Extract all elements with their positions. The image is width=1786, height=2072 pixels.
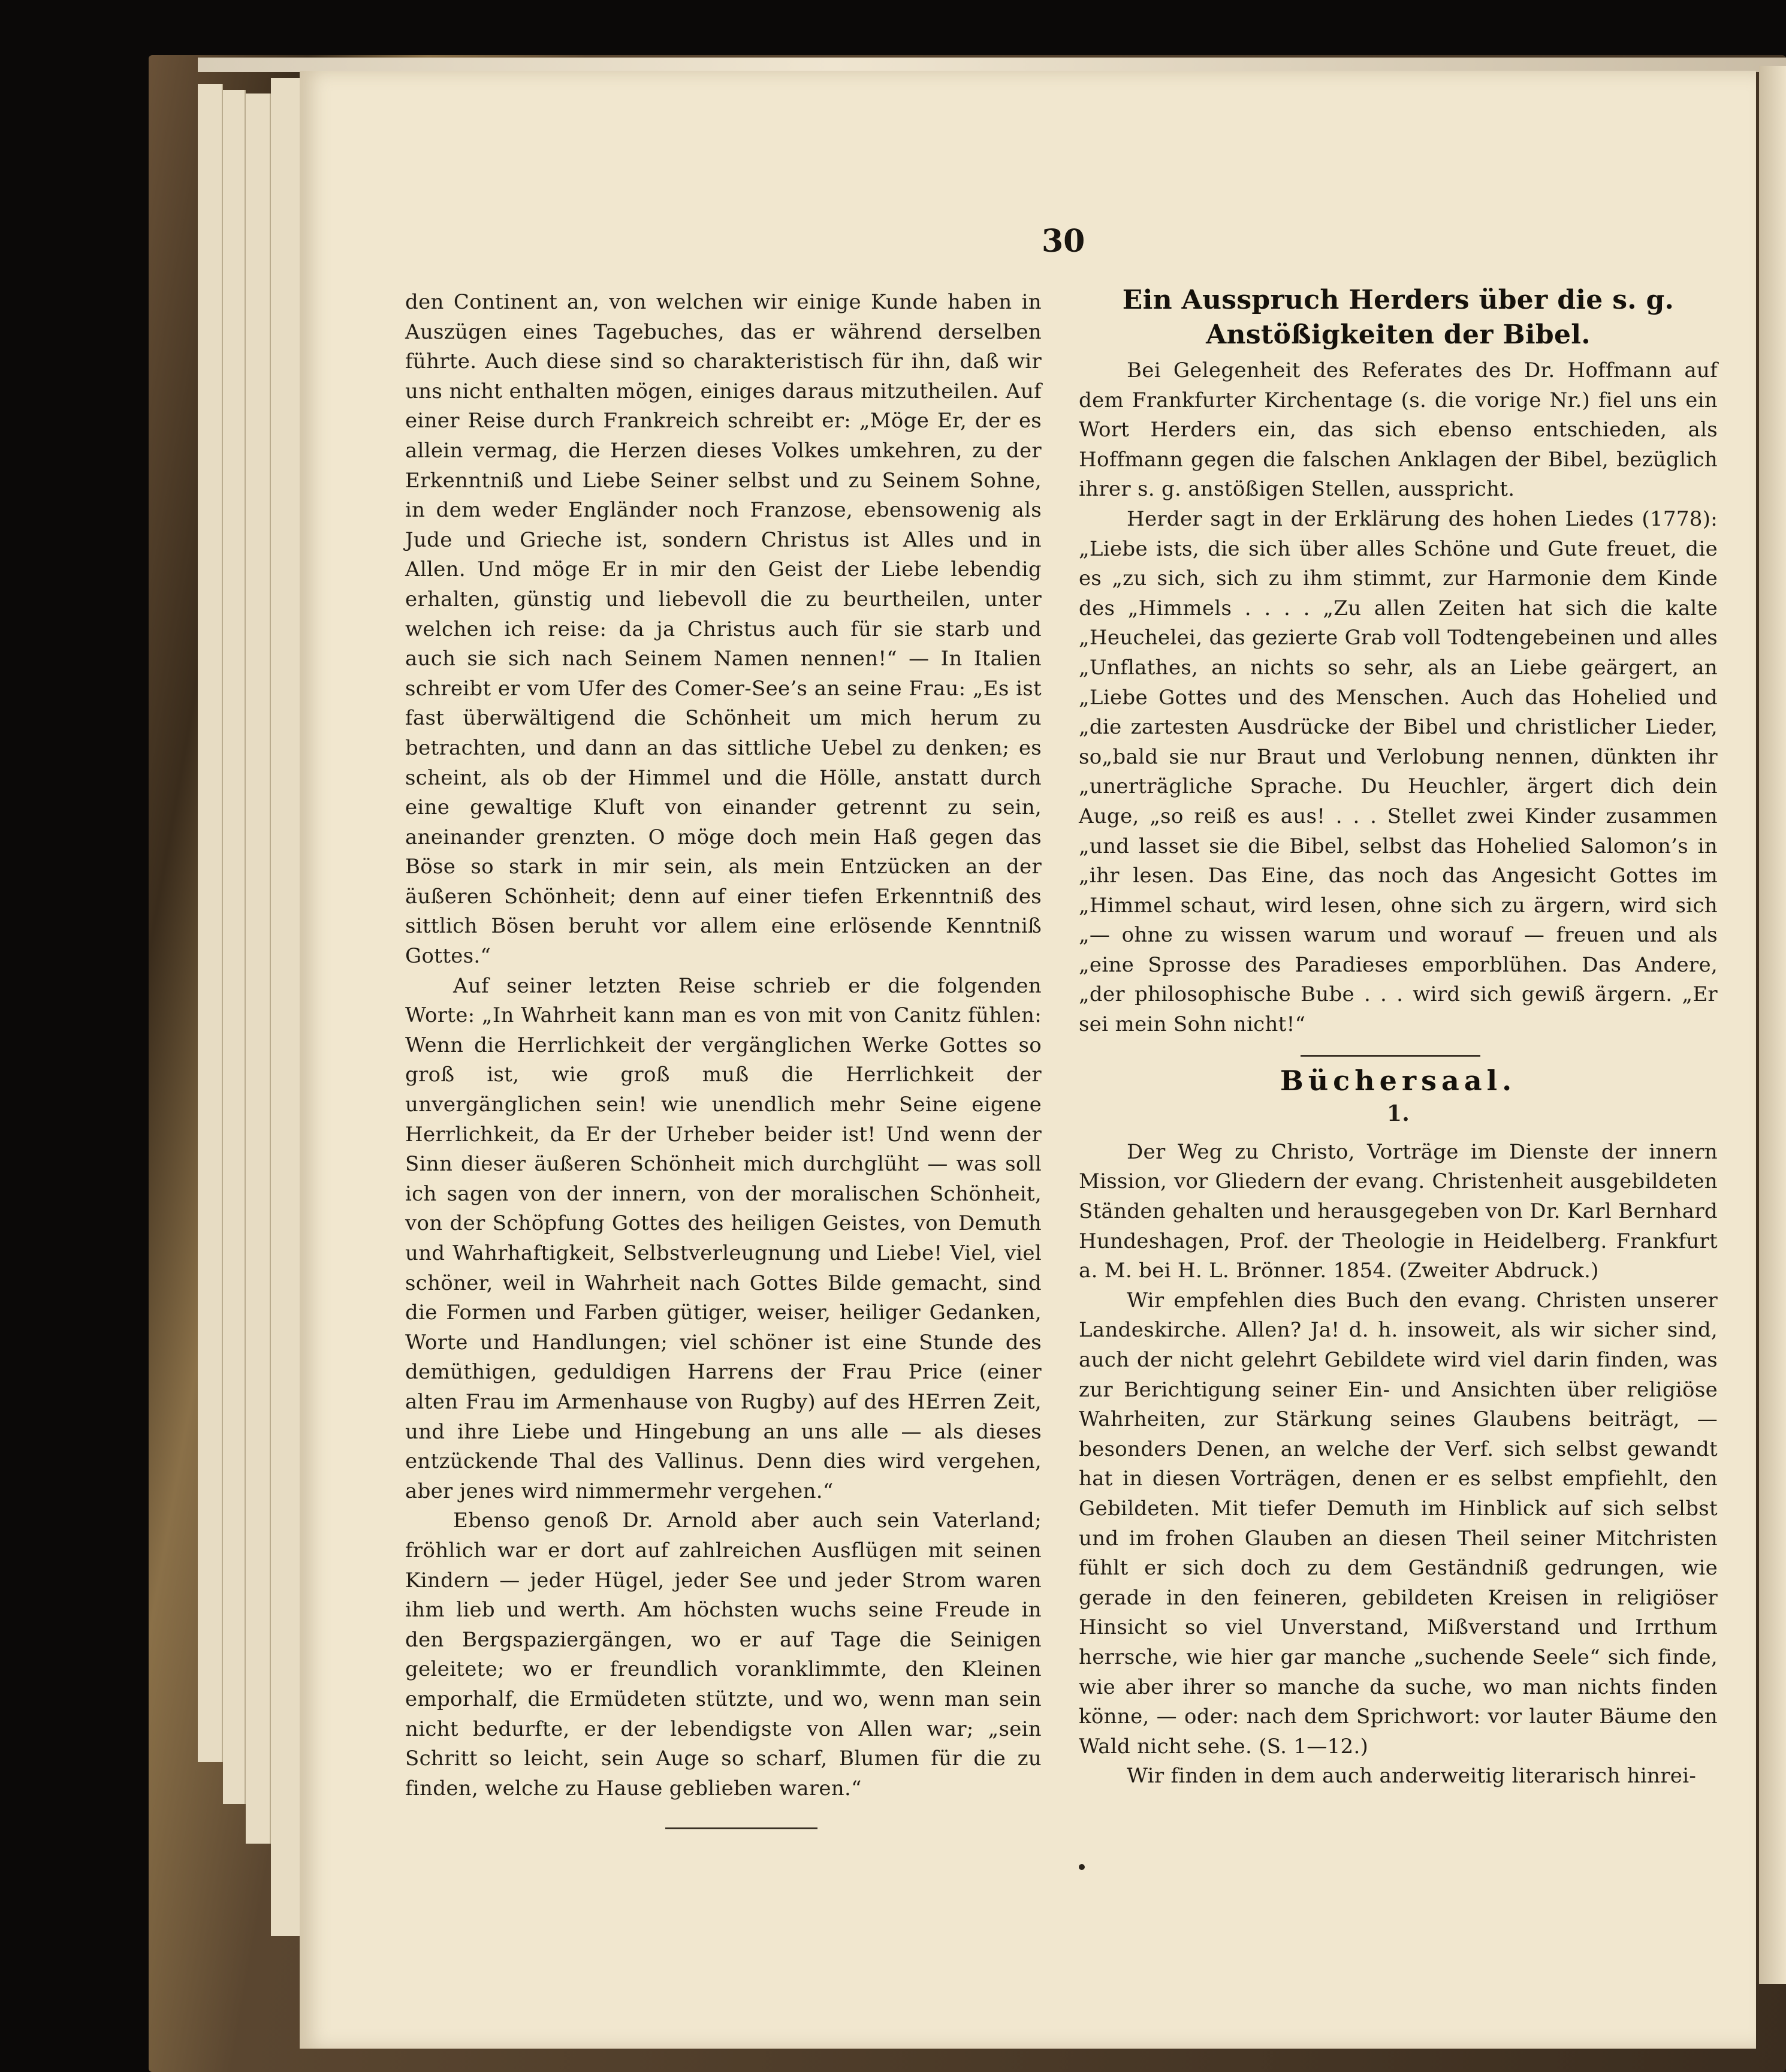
page-mark (1079, 1864, 1085, 1870)
page-edge-2 (223, 90, 246, 1804)
page-edge-3 (246, 94, 271, 1844)
section-number: 1. (1386, 1101, 1410, 1127)
section-title: Büchersaal. (1280, 1064, 1517, 1097)
left-column (405, 288, 1042, 1803)
paragraph: Der Weg zu Christo, Vorträge im Dienste der innern Mission, vor Gliedern der evang. Christenheit ausgebildeten Ständen gehalten und herausgegeben von Dr. Karl Bernhard Hundeshagen, Prof. der Theologie in Heidelberg. Frankfurt a. M. bei H. L. Brönner. 1854. (Zweiter Abdruck.) (1079, 1139, 1718, 1283)
end-rule (665, 1827, 817, 1829)
paragraph: Auf seiner letzten Reise schrieb er die folgenden Worte: „In Wahrheit kann man es von mit von Canitz fühlen: Wenn die Herrlichkeit der vergänglichen Werke Gottes so groß ist, wie groß muß die Herrlichkeit der unvergänglichen sein! wie unendlich mehr Seine eigene Herrlichkeit, da Er der Urheber beider ist! Und wenn der Sinn dieser äußeren Schönheit mich durchglüht — was soll ich sagen von der innern, von der moralischen Schönheit, von der Schöpfung Gottes des heiligen Geistes, von Demuth und Wahrhaftigkeit, Selbstverleugnung und Liebe! Viel, viel schöner, weil in Wahrheit nach Gottes Bilde gemacht, sind die Formen und Farben gütiger, weiser, heiliger Gedanken, Worte und Handlungen; viel schöner ist eine Stunde des demüthigen, geduldigen Harrens der Frau Price (einer alten Frau im Armenhause von Rugby) auf des HErren Zeit, und ihre Liebe und Hingebung an uns alle — als dieses entzückende Thal des Vallinus. Denn dies wird vergehen, aber jenes wird nimmermehr vergehen.“ (405, 973, 1042, 1503)
section-rule (1301, 1055, 1480, 1057)
paragraph: Wir finden in dem auch anderweitig literarisch hinrei- (1127, 1764, 1697, 1789)
paragraph: Herder sagt in der Erklärung des hohen Liedes (1778): „Liebe ists, die sich über alles Schöne und Gute freuet, die es „zu sich, sich zu ihm stimmt, zur Harmonie dem Kinde des „Himmels . . . . „Zu allen Zeiten hat sich die kalte „Heuchelei, das gezierte Grab voll Todtengebeinen und alles „Unflathes, an nichts so sehr, als an Liebe geärgert, an „Liebe Gottes und des Menschen. Auch das Hohelied und „die zartesten Ausdrücke der Bibel und christlicher Lieder, so„bald sie nur Braut und Verlobung nennen, dünkten ihr „unerträgliche Sprache. Du Heuchler, ärgert dich dein Auge, „so reiß es aus! . . . Stellet zwei Kinder zusammen „und lasset sie die Bibel, selbst das Hohelied Salomon’s in „ihr lesen. Das Eine, das noch das Angesicht Gottes im „Himmel schaut, wird lesen, ohne sich zu ärgern, wird sich „— ohne zu wissen warum und worauf — freuen und als „eine Sprosse des Paradieses emporblühen. Das Andere, „der philosophische Bube . . . wird sich gewiß ärgern. „Er sei mein Sohn nicht!“ (1079, 506, 1718, 1037)
page-edge-4 (271, 78, 301, 1936)
paragraph: Bei Gelegenheit des Referates des Dr. Hoffmann auf dem Frankfurter Kirchentage (s. die vorige Nr.) fiel uns ein Wort Herders ein, das sich ebenso entschieden, als Hoffmann gegen die falschen Anklagen der Bibel, bezüglich ihrer s. g. anstößigen Stellen, ausspricht. (1079, 358, 1718, 502)
page-number: 30 (1042, 223, 1085, 260)
page-block-top (198, 58, 1786, 72)
page-edge-1 (198, 84, 223, 1762)
paragraph: Wir empfehlen dies Buch den evang. Christen unserer Landeskirche. Allen? Ja! d. h. insoweit, als wir sicher sind, auch der nicht gelehrt Gebildete wird viel darin finden, was zur Berichtigung seiner Ein- und Ansichten über religiöse Wahrheiten, zur Stärkung seines Glaubens beiträgt, — besonders Denen, an welche der Verf. sich selbst gewandt hat in diesen Vorträgen, denen er es selbst empfiehlt, den Gebildeten. Mit tiefer Demuth im Hinblick auf sich selbst und im frohen Glauben an diesen Theil seiner Mitchristen fühlt er sich doch zu dem Geständniß gedrungen, wie gerade in den feineren, gebildeten Kreisen in religiöser Hinsicht so viel Unverstand, Mißverstand und Irrthum herrsche, wie hier gar manche „suchende Seele“ sich finde, wie aber ihrer so manche da suche, wo man nichts finden könne, — oder: nach dem Sprichwort: vor lauter Bäume den Wald nicht sehe. (S. 1—12.) (1079, 1288, 1718, 1759)
right-column (1079, 283, 1718, 1791)
facing-page-edge (1759, 66, 1786, 1984)
paragraph: den Continent an, von welchen wir einige Kunde haben in Auszügen eines Tagebuches, das er während derselben führte. Auch diese sind so charakteristisch für ihn, daß wir uns nicht enthalten mögen, einiges daraus mitzutheilen. Auf einer Reise durch Frankreich schreibt er: „Möge Er, der es allein vermag, die Herzen dieses Volkes umkehren, zu der Erkenntniß und Liebe Seiner selbst und zu Seinem Sohne, in dem weder Engländer noch Franzose, ebensowenig als Jude und Grieche ist, sondern Christus ist Alles und in Allen. Und möge Er in mir den Geist der Liebe lebendig erhalten, günstig und liebevoll die zu beurtheilen, unter welchen ich reise: da ja Christus auch für sie starb und auch sie sich nach Seinem Namen nennen!“ — In Italien schreibt er vom Ufer des Comer-See’s an seine Frau: „Es ist fast überwältigend die Schönheit um mich herum zu betrachten, und dann an das sittliche Uebel zu denken; es scheint, als ob der Himmel und die Hölle, anstatt durch eine gewaltige Kluft von einander getrennt zu sein, aneinander grenzten. O möge doch mein Haß gegen das Böse so stark in mir sein, als mein Entzücken an der äußeren Schönheit; denn auf einer tiefen Erkenntniß des sittlich Bösen beruht vor allem eine erlösende Kenntniß Gottes.“ (405, 290, 1042, 969)
article-title: Ein Ausspruch Herders über die s. g. Anstößigkeiten der Bibel. (1122, 285, 1675, 350)
paragraph: Ebenso genoß Dr. Arnold aber auch sein Vaterland; fröhlich war er dort auf zahlreichen Ausflügen mit seinen Kindern — jeder Hügel, jeder See und jeder Strom waren ihm lieb und werth. Am höchsten wuchs seine Freude in den Bergspaziergängen, wo er auf Tage die Seinigen geleitete; wo er freundlich voranklimmte, den Kleinen emporhalf, die Ermüdeten stützte, und wo, wenn man sein nicht bedurfte, er der lebendigste von Allen war; „sein Schritt so leicht, sein Auge so scharf, Blumen für die zu finden, welche zu Hause geblieben waren.“ (405, 1509, 1042, 1800)
